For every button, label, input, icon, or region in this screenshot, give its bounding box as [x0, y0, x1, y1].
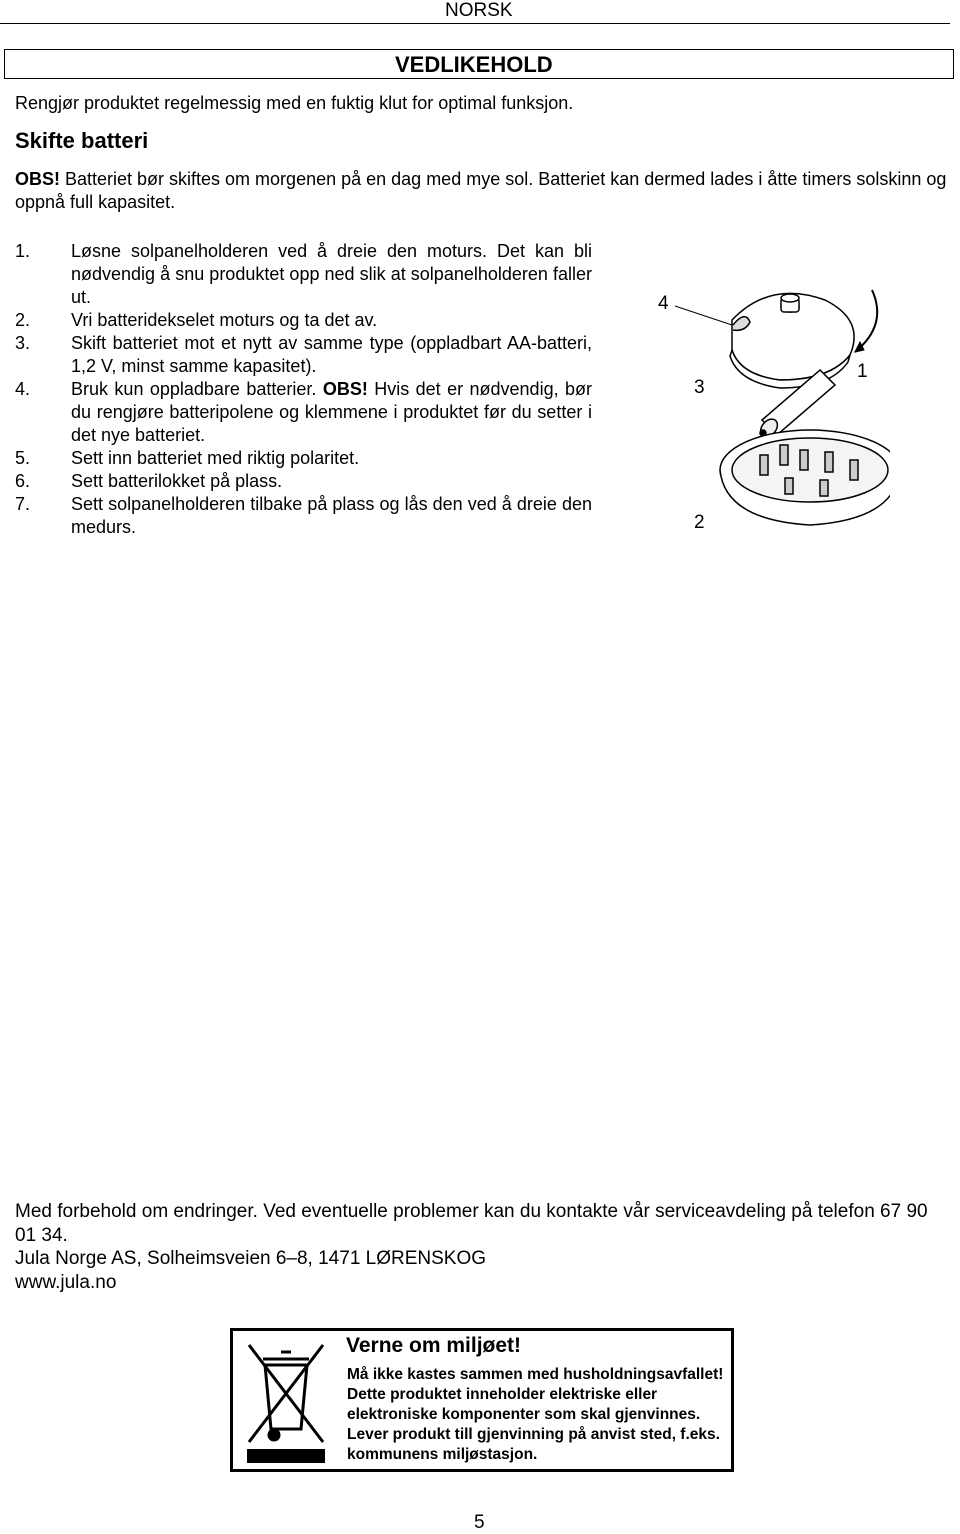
note-label: OBS! [15, 169, 60, 189]
footer-address: Jula Norge AS, Solheimsveien 6–8, 1471 LØRENSKOG [15, 1248, 487, 1269]
step-number: 3. [15, 333, 31, 353]
battery-compartment [720, 430, 890, 525]
step-text: Skift batteriet mot et nytt av samme type (oppladbart AA-batteri, 1,2 V, minst samme kapasitet). [71, 333, 592, 376]
step-2 [15, 309, 592, 332]
weee-line: Må ikke kastes sammen med husholdningsavfallet! [347, 1366, 724, 1383]
rotation-arrow-icon [855, 290, 877, 352]
step-6 [15, 470, 592, 493]
battery-replacement-diagram [650, 280, 890, 550]
step-7 [15, 493, 592, 539]
step-text: Sett solpanelholderen tilbake på plass og lås den ved å dreie den medurs. [71, 494, 592, 537]
weee-title: Verne om miljøet! [346, 1334, 522, 1357]
step-number: 5. [15, 448, 31, 468]
step-text: Bruk kun oppladbare batterier. [71, 379, 323, 399]
note-text: Batteriet bør skiftes om morgenen på en dag med mye sol. Batteriet kan dermed lades i åtte timers solskinn og oppnå full kapasitet. [15, 169, 947, 212]
step-text: Løsne solpanelholderen ved å dreie den moturs. Det kan bli nødvendig å snu produktet opp ned slik at solpanelholderen faller ut. [71, 241, 592, 307]
step-number: 7. [15, 494, 31, 514]
footer-service-info: Med forbehold om endringer. Ved eventuelle problemer kan du kontakte vår serviceavdeling på telefon 67 90 01 34. [15, 1201, 928, 1246]
step-5 [15, 447, 592, 470]
subheading: Skifte batteri [15, 128, 149, 153]
crossed-out-wheelie-bin-icon [241, 1337, 331, 1465]
weee-notice [230, 1328, 734, 1472]
weee-line: elektroniske komponenter som skal gjenvinnes. [347, 1406, 701, 1423]
callout-1: 1 [857, 361, 868, 382]
step-number: 6. [15, 471, 31, 491]
header-divider [0, 23, 950, 24]
step-text: Vri batteridekselet moturs og ta det av. [71, 310, 378, 330]
note-paragraph [15, 168, 950, 214]
step-number: 1. [15, 241, 31, 261]
steps-list [15, 240, 592, 539]
callout-4: 4 [658, 293, 669, 314]
step-text: Sett inn batteriet med riktig polaritet. [71, 448, 360, 468]
solar-panel-holder [730, 293, 854, 388]
step-number: 2. [15, 310, 31, 330]
header-language: NORSK [445, 0, 513, 21]
section-title-box [4, 49, 954, 79]
callout-2: 2 [694, 512, 705, 533]
footer-website: www.jula.no [15, 1271, 117, 1293]
section-title: VEDLIKEHOLD [395, 52, 553, 77]
step-text: Hvis det er nødvendig, bør du rengjøre batteripolene og klemmene i produktet før du setter i det nye batteriet. [71, 379, 593, 445]
step-3 [15, 332, 592, 378]
footer [15, 1200, 950, 1294]
weee-line: kommunens miljøstasjon. [347, 1446, 538, 1463]
step-1 [15, 240, 592, 309]
callout-3: 3 [694, 377, 705, 398]
weee-text [347, 1365, 723, 1465]
callout-4-leader [675, 306, 732, 325]
step-text: Sett batterilokket på plass. [71, 471, 283, 491]
weee-line: Dette produktet inneholder elektriske eller [347, 1386, 658, 1403]
weee-line: Lever produkt till gjenvinning på anvist sted, f.eks. [347, 1426, 720, 1443]
step-obs-label: OBS! [322, 379, 368, 399]
intro-paragraph: Rengjør produktet regelmessig med en fuktig klut for optimal funksjon. [15, 93, 574, 113]
step-number: 4. [15, 379, 31, 399]
page-number: 5 [474, 1512, 485, 1533]
step-4 [15, 378, 592, 447]
